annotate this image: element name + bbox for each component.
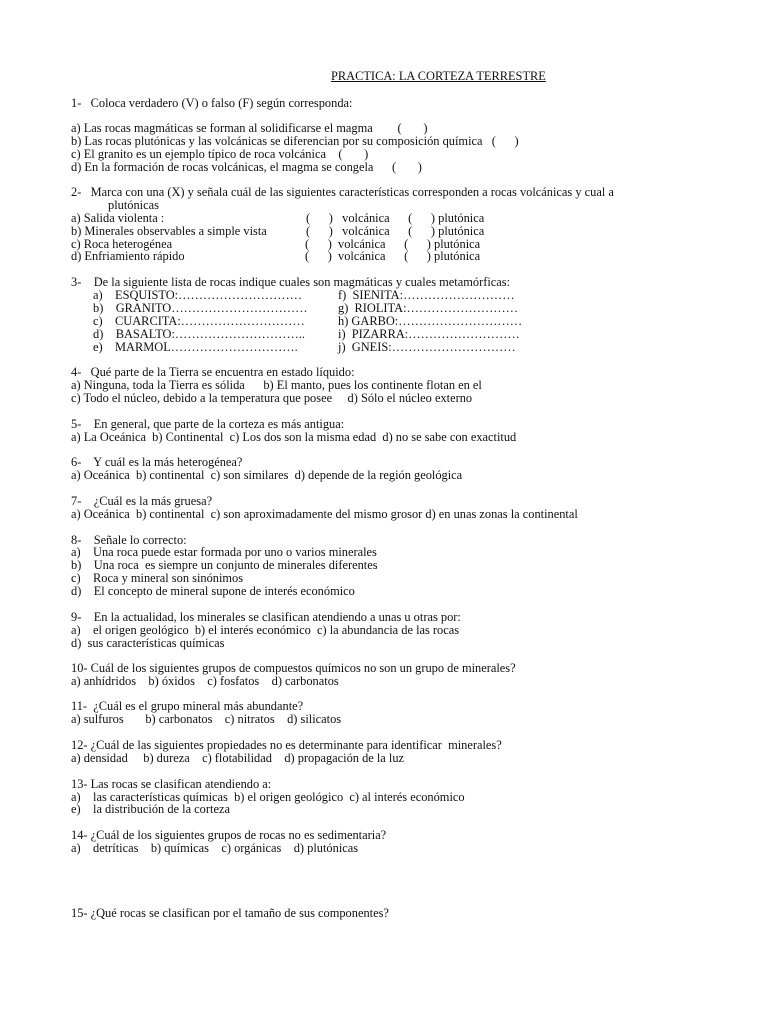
q2-row-a-label: a) Salida violenta : [71, 211, 165, 225]
question-7: 7- ¿Cuál es la más gruesa? [71, 494, 213, 508]
question-3: 3- De la siguiente lista de rocas indique cuales son magmáticas y cuales metamórficas: [71, 275, 511, 289]
question-9: 9- En la actualidad, los minerales se clasifican atendiendo a unas u otras por: [71, 610, 461, 624]
question-5: 5- En general, que parte de la corteza es más antigua: [71, 417, 345, 431]
q2-row-c-label: c) Roca heterogénea [71, 237, 173, 251]
q6-options: a) Oceánica b) continental c) son similares d) depende de la región geológica [71, 468, 463, 482]
q4-options-1: a) Ninguna, toda la Tierra es sólida b) El manto, pues los continente flotan en el [71, 378, 482, 392]
question-14: 14- ¿Cuál de los siguientes grupos de rocas no es sedimentaria? [71, 828, 387, 842]
q1-item-d: d) En la formación de rocas volcánicas, el magma se congela ( ) [71, 160, 422, 174]
q14-options: a) detríticas b) químicas c) orgánicas d) plutónicas [71, 841, 359, 855]
q12-options: a) densidad b) dureza c) flotabilidad d) propagación de la luz [71, 751, 405, 765]
question-11: 11- ¿Cuál es el grupo mineral más abundante? [71, 699, 304, 713]
q2-row-d-label: d) Enfriamiento rápido [71, 249, 185, 263]
q2-row-c-options: ( ) volcánica ( ) plutónica [305, 237, 481, 251]
q3-left-a: a) ESQUISTO:………………………… [93, 288, 303, 302]
q7-options: a) Oceánica b) continental c) son aproximadamente del mismo grosor d) en unas zonas la continental [71, 507, 578, 521]
question-13: 13- Las rocas se clasifican atendiendo a: [71, 777, 272, 791]
q1-item-a: a) Las rocas magmáticas se forman al solidificarse el magma ( ) [71, 121, 428, 135]
q3-right-h: h) GARBO:………………………… [338, 314, 523, 328]
q3-left-e: e) MARMOL…………………………. [93, 340, 298, 354]
q2-row-a-options: ( ) volcánica ( ) plutónica [306, 211, 485, 225]
question-12: 12- ¿Cuál de las siguientes propiedades no es determinante para identificar minerales? [71, 738, 502, 752]
question-4: 4- Qué parte de la Tierra se encuentra en estado líquido: [71, 365, 355, 379]
page-title: PRACTICA: LA CORTEZA TERRESTRE [331, 69, 546, 83]
question-15: 15- ¿Qué rocas se clasifican por el tamaño de sus componentes? [71, 906, 389, 920]
q8-item-d: d) El concepto de mineral supone de interés económico [71, 584, 355, 598]
q11-options: a) sulfuros b) carbonatos c) nitratos d) silicatos [71, 712, 342, 726]
q3-left-c: c) CUARCITA:………………………… [93, 314, 305, 328]
q13-options-1: a) las características químicas b) el origen geológico c) al interés económico [71, 790, 465, 804]
question-8: 8- Señale lo correcto: [71, 533, 187, 547]
question-10: 10- Cuál de los siguientes grupos de compuestos químicos no son un grupo de minerales? [71, 661, 516, 675]
q10-options: a) anhídridos b) óxidos c) fosfatos d) carbonatos [71, 674, 339, 688]
q1-item-b: b) Las rocas plutónicas y las volcánicas se diferencian por su composición química ( ) [71, 134, 519, 148]
question-6: 6- Y cuál es la más heterogénea? [71, 455, 243, 469]
q9-options-1: a) el origen geológico b) el interés económico c) la abundancia de las rocas [71, 623, 460, 637]
q2-row-b-label: b) Minerales observables a simple vista [71, 224, 267, 238]
q3-right-i: i) PIZARRA:……………………… [338, 327, 520, 341]
q3-right-j: j) GNEIS:………………………… [338, 340, 516, 354]
q2-row-d-options: ( ) volcánica ( ) plutónica [305, 249, 481, 263]
q9-options-2: d) sus características químicas [71, 636, 225, 650]
q8-item-c: c) Roca y mineral son sinónimos [71, 571, 244, 585]
q3-left-b: b) GRANITO…………………………… [93, 301, 308, 315]
q3-left-d: d) BASALTO:………………………….. [93, 327, 306, 341]
q8-item-b: b) Una roca es siempre un conjunto de minerales diferentes [71, 558, 378, 572]
q3-right-g: g) RIOLITA:……………………… [338, 301, 519, 315]
question-2-cont: plutónicas [108, 198, 159, 212]
question-2: 2- Marca con una (X) y señala cuál de las siguientes características corresponden a rocas volcánicas y cual a [71, 185, 614, 199]
q13-options-2: e) la distribución de la corteza [71, 802, 230, 816]
q1-item-c: c) El granito es un ejemplo típico de roca volcánica ( ) [71, 147, 369, 161]
q4-options-2: c) Todo el núcleo, debido a la temperatura que posee d) Sólo el núcleo externo [71, 391, 473, 405]
q8-item-a: a) Una roca puede estar formada por uno o varios minerales [71, 545, 377, 559]
q3-right-f: f) SIENITA:……………………… [338, 288, 515, 302]
question-1: 1- Coloca verdadero (V) o falso (F) según corresponda: [71, 96, 353, 110]
q5-options: a) La Oceánica b) Continental c) Los dos son la misma edad d) no se sabe con exactitud [71, 430, 517, 444]
q2-row-b-options: ( ) volcánica ( ) plutónica [306, 224, 485, 238]
